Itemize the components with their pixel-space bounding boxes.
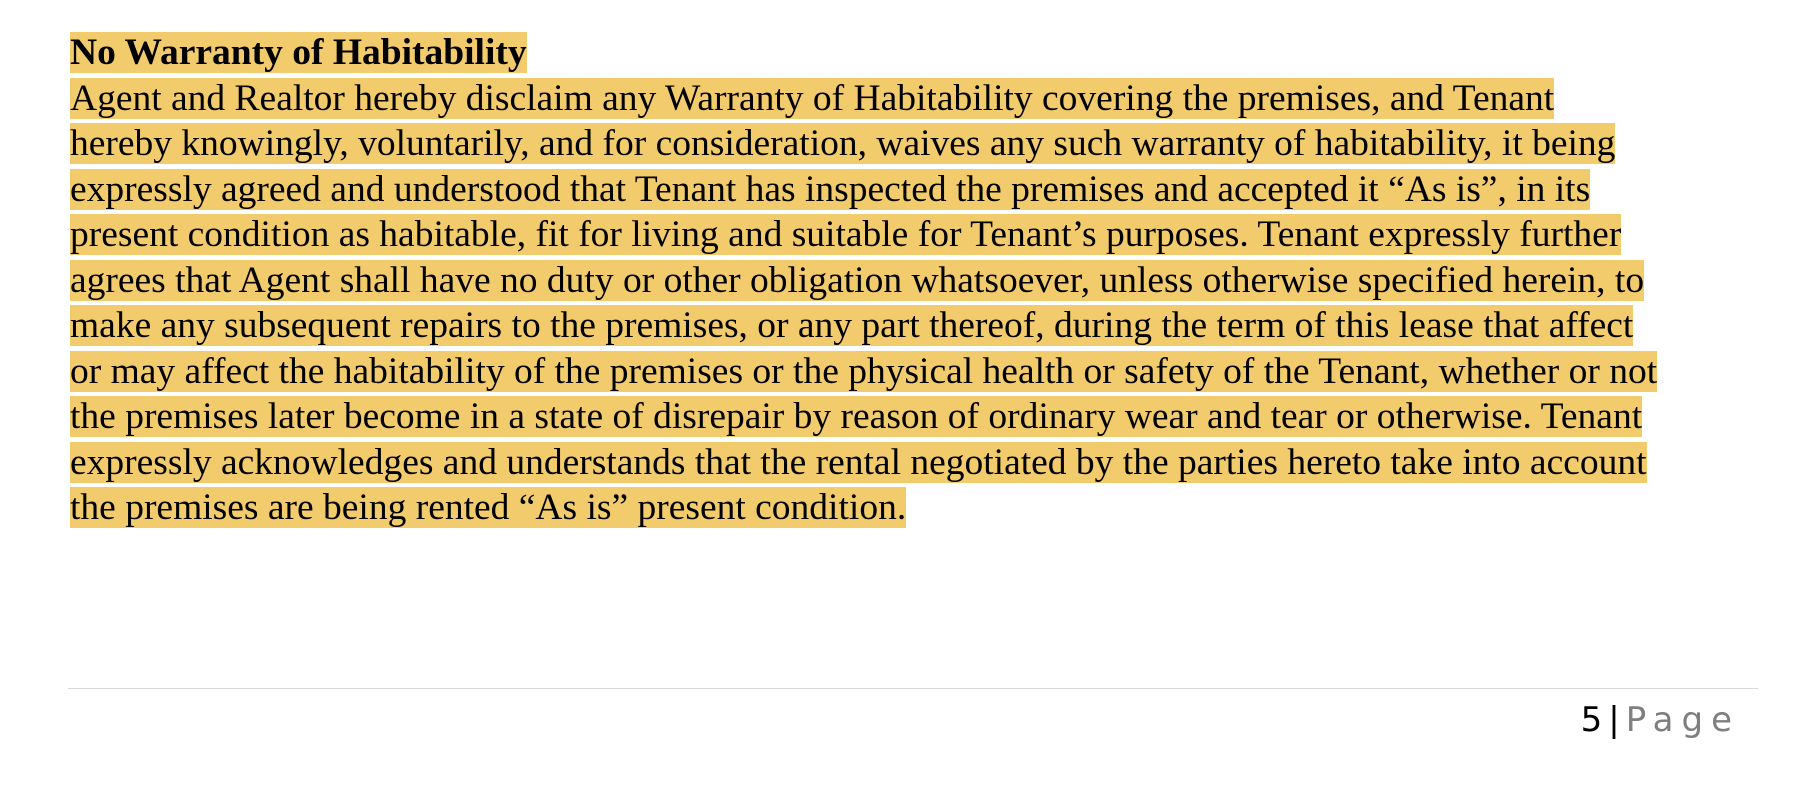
paragraph-line-text: hereby knowingly, voluntarily, and for consideration, waives any such warranty of habitability, it being <box>70 123 1616 164</box>
paragraph-line <box>70 440 1760 486</box>
page-separator: | <box>1608 700 1620 740</box>
paragraph-line <box>70 394 1760 440</box>
paragraph-line-text: the premises later become in a state of disrepair by reason of ordinary wear and tear or otherwise. Tenant <box>70 396 1643 437</box>
habitability-section <box>70 30 1760 531</box>
page-number: 5 <box>1580 700 1603 740</box>
paragraph-line <box>70 167 1760 213</box>
page-label: Page <box>1625 700 1740 740</box>
paragraph-line-text: present condition as habitable, fit for living and suitable for Tenant’s purposes. Tenant expressly further <box>70 214 1622 255</box>
paragraph-line <box>70 485 1760 531</box>
paragraph-line-text: expressly acknowledges and understands that the rental negotiated by the parties hereto take into account <box>70 441 1647 483</box>
paragraph-line <box>70 212 1760 258</box>
paragraph-line <box>70 258 1760 304</box>
page-content <box>70 30 1760 531</box>
paragraph-line <box>70 303 1760 349</box>
paragraph-line-text: the premises are being rented “As is” present condition. <box>70 487 907 528</box>
paragraph-line <box>70 349 1760 395</box>
paragraph-line-text: agrees that Agent shall have no duty or other obligation whatsoever, unless otherwise specified herein, to <box>70 259 1645 301</box>
paragraph-line-text: make any subsequent repairs to the premises, or any part thereof, during the term of this lease that affect <box>70 305 1634 346</box>
paragraph-line-text: expressly agreed and understood that Tenant has inspected the premises and accepted it “As is”, in its <box>70 168 1591 210</box>
paragraph-line <box>70 76 1760 122</box>
paragraph-line-text: or may affect the habitability of the premises or the physical health or safety of the Tenant, whether or not <box>70 350 1658 392</box>
footer-divider <box>68 688 1758 689</box>
section-heading <box>70 30 1760 76</box>
page-footer <box>1581 696 1740 744</box>
paragraph-line-text: Agent and Realtor hereby disclaim any Warranty of Habitability covering the premises, and Tenant <box>70 77 1555 119</box>
section-heading-text: No Warranty of Habitability <box>70 32 527 73</box>
paragraph-line <box>70 121 1760 167</box>
